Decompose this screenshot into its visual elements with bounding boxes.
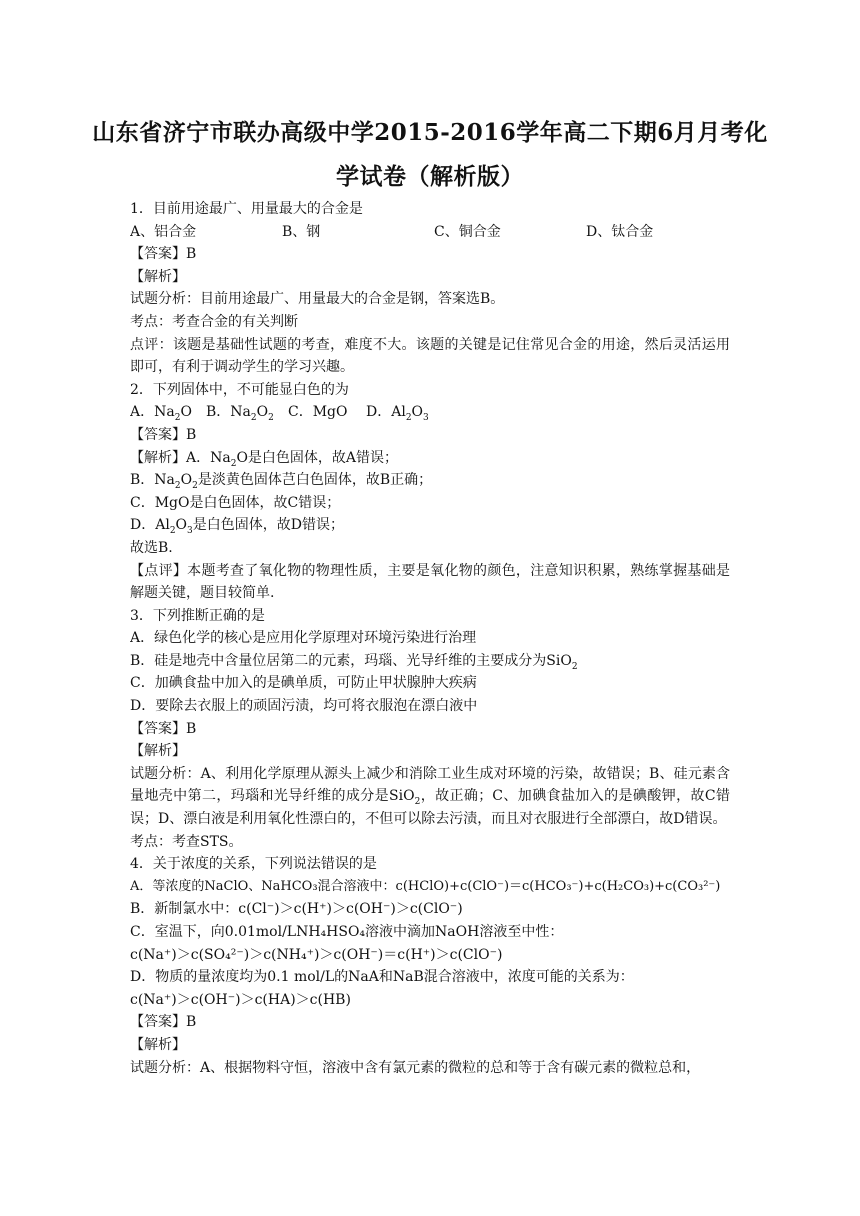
- q3-option-d: D．要除去衣服上的顽固污渍，均可将衣服泡在漂白液中: [130, 698, 478, 715]
- q4-jiexi: 【解析】: [130, 1036, 186, 1053]
- q1-kaodian: 考点：考查合金的有关判断: [130, 313, 298, 330]
- q4-stem: 4．关于浓度的关系，下列说法错误的是: [130, 856, 377, 873]
- q4-answer: 【答案】B: [130, 1014, 197, 1031]
- q2-exp-c: C．MgO是白色固体，故C错误；: [130, 494, 341, 511]
- q1-answer: 【答案】B: [130, 246, 197, 263]
- q1-option-a: A、铝合金: [130, 223, 197, 240]
- q2-exp-d: D．$Al_2O_3$是白色固体，故D错误；: [130, 517, 344, 537]
- q3-answer: 【答案】B: [130, 720, 197, 737]
- q3-jiexi: 【解析】: [130, 743, 186, 760]
- q2-exp-b: B．$Na_2O_2$是淡黄色固体芑白色固体，故B正确；: [130, 472, 433, 491]
- q1-option-d: D、钛合金: [586, 223, 654, 240]
- q4-option-b: B．新制氯水中：c(Cl⁻)＞c(H⁺)＞c(OH⁻)＞c(ClO⁻): [130, 901, 463, 918]
- q2-option-c: C．MgO: [288, 404, 348, 421]
- q3-option-c: C．加碘食盐中加入的是碘单质，可防止甲状腺肿大疾病: [130, 675, 477, 692]
- doc-title-line2: 学试卷（解析版）: [336, 163, 524, 190]
- q4-option-c-relation: c(Na⁺)＞c(SO₄²⁻)＞c(NH₄⁺)＞c(OH⁻)＝c(H⁺)＞c(ClO⁻): [130, 946, 503, 963]
- q3-stem: 3．下列推断正确的是: [130, 607, 265, 624]
- q2-dianping: 【点评】本题考查了氧化物的物理性质，主要是氧化物的颜色，注意知识积累，熟练掌握基础是解题关键，题目较简单.: [130, 562, 730, 602]
- q4-option-d-relation: c(Na⁺)＞c(OH⁻)＞c(HA)＞c(HB): [130, 991, 351, 1008]
- q1-jiexi: 【解析】: [130, 268, 186, 285]
- q1-option-b: B、钢: [282, 223, 321, 240]
- q2-option-d: D．$Al_2O_3$: [366, 404, 429, 424]
- doc-title-line1: 山东省济宁市联办高级中学2015-2016学年高二下期6月月考化: [92, 119, 768, 146]
- q4-option-c: C．室温下，向0.01mol/LNH₄HSO₄溶液中滴加NaOH溶液至中性：: [130, 924, 564, 940]
- q3-option-b: B．硅是地壳中含量位居第二的元素，玛瑙、光导纤维的主要成分为SiO$_2$: [130, 652, 578, 672]
- q2-option-a: A．$Na_2O$: [130, 404, 192, 424]
- q2-stem: 2．下列固体中，不可能显白色的为: [130, 381, 349, 398]
- q3-analysis: 试题分析：A、利用化学原理从源头上减少和消除工业生成对环境的污染，故错误；B、硅元素含量地壳中第二，玛瑙和光导纤维的成分是SiO$_2$，故正确；C、加碘食盐加入的是碘酸钾，故C错误；D、漂白液是利用氧化性漂白的，不但可以除去污渍，而且对衣服进行全部漂白，故D错误。: [130, 765, 730, 828]
- q2-option-b: B．$Na_2O_2$: [206, 404, 274, 424]
- q2-answer: 【答案】B: [130, 426, 197, 443]
- q3-option-a: A．绿色化学的核心是应用化学原理对环境污染进行治理: [130, 630, 477, 647]
- q1-dianping: 点评：该题是基础性试题的考查，难度不大。该题的关键是记住常见合金的用途，然后灵活运用即可，有利于调动学生的学习兴趣。: [130, 336, 730, 376]
- q4-analysis: 试题分析：A、根据物料守恒，溶液中含有氯元素的微粒的总和等于含有碳元素的微粒总和，: [130, 1059, 701, 1076]
- q4-option-d: D．物质的量浓度均为0.1 mol/L的NaA和NaB混合溶液中，浓度可能的关系为：: [130, 969, 634, 986]
- q4-option-a: A．等浓度的NaClO、NaHCO₃混合溶液中：c(HClO)+c(ClO⁻)＝c(HCO₃⁻)+c(H₂CO₃)+c(CO₃²⁻): [130, 878, 721, 894]
- document-body: [130, 198, 730, 1079]
- q3-kaodian: 考点：考查STS。: [130, 833, 243, 850]
- q2-options: [130, 401, 730, 424]
- q1-option-c: C、铜合金: [434, 223, 501, 240]
- q1-stem: 1．目前用途最广、用量最大的合金是: [130, 201, 363, 217]
- q1-options: [130, 221, 730, 244]
- q2-conclusion: 故选B.: [130, 539, 173, 556]
- q2-exp-a: 【解析】A．$Na_2O$是白色固体，故A错误；: [130, 449, 399, 469]
- q1-analysis: 试题分析：目前用途最广、用量最大的合金是钢，答案选B。: [130, 291, 505, 308]
